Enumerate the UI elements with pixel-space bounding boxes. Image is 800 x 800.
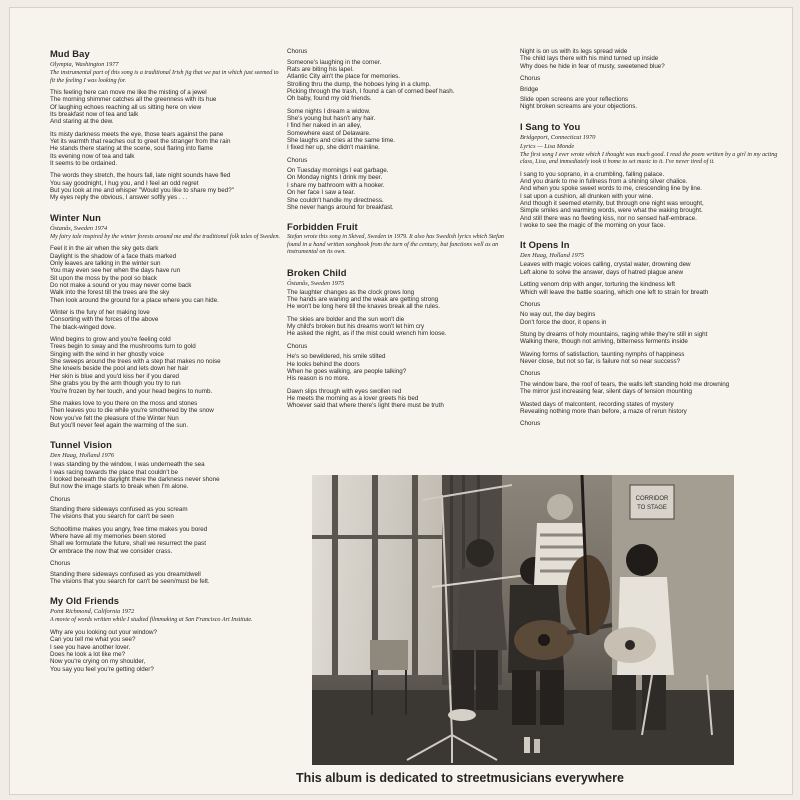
lyric-line: Walk into the forest till the trees are the sky bbox=[50, 289, 170, 297]
lyric-line: Then leaves you to die while you're smothered by the snow bbox=[50, 407, 214, 415]
lyric-line: I fixed her up, she didn't mainline. bbox=[287, 144, 380, 152]
section-label: Chorus bbox=[287, 342, 308, 350]
song-section bbox=[287, 48, 509, 211]
lyric-line: Only leaves are talking in the winter sun bbox=[50, 260, 161, 267]
verse bbox=[520, 48, 782, 70]
verse bbox=[287, 388, 509, 410]
verse bbox=[50, 131, 280, 168]
band-photo bbox=[312, 475, 734, 765]
lyric-line: Don't force the door, it opens in bbox=[520, 318, 607, 326]
verse bbox=[50, 571, 280, 586]
lyric-line: When he goes walking, are people talking? bbox=[287, 367, 407, 375]
lyric-line: Simple smiles and warming words, were what the waking brought. bbox=[520, 207, 703, 215]
lyric-line: I looked beneath the daylight there the darkness never shone bbox=[50, 475, 220, 483]
verse bbox=[50, 526, 280, 555]
lyric-line: Never close, but not so far, is failure not so near success? bbox=[520, 358, 681, 366]
lyric-line: He's so bewildered, his smile stilted bbox=[287, 353, 386, 361]
lyric-line: Strolling thru the dump, the hoboes lying in a clump. bbox=[287, 80, 431, 88]
lyric-line: Night is on us with its legs spread wide bbox=[520, 48, 628, 55]
lyric-line: Shall we formulate the future, shall we resurrect the past bbox=[50, 540, 206, 548]
lyric-line: Standing there sideways confused as you scream bbox=[50, 506, 188, 514]
lyric-line: He stands there staring at the scene, soul flaring into flame bbox=[50, 145, 213, 153]
song-section bbox=[520, 121, 782, 230]
lyric-line: Standing there sideways confused as you dream/dwell bbox=[50, 570, 201, 578]
lyric-line: And when you spoke sweet words to me, crescending line by line. bbox=[520, 185, 703, 193]
song-note: A movie of words written while I studied filmmaking at San Francisco Art Institute. bbox=[50, 617, 253, 624]
lyric-line: Letting venom drip with anger, torturing the kindness left bbox=[520, 281, 675, 289]
section-label: Chorus bbox=[50, 495, 71, 503]
lyric-line: I find her naked in an alley, bbox=[287, 122, 362, 130]
lyric-line: My child's broken but his dreams won't let him cry bbox=[287, 323, 425, 331]
lyric-line: You're frozen by her touch, and your head begins to numb. bbox=[50, 387, 213, 395]
lyric-line: Revealing nothing more than before, a maze of rerun history bbox=[520, 407, 687, 415]
lyric-line: Somewhere east of Delaware. bbox=[287, 129, 371, 137]
lyric-line: Dawn slips through with eyes swollen red bbox=[287, 387, 402, 395]
lyric-line: I sang to you soprano, in a crumbling, falling palace. bbox=[520, 170, 665, 178]
lyric-line: Winter is the fury of her making love bbox=[50, 309, 150, 317]
lyric-line: Does he look a lot like me? bbox=[50, 650, 126, 658]
lyric-line: The mirror just increasing fear, silent days of tension mounting bbox=[520, 388, 692, 396]
song-title: Mud Bay bbox=[50, 48, 90, 59]
verse bbox=[287, 353, 509, 382]
section-label: Chorus bbox=[287, 156, 308, 164]
verse bbox=[50, 400, 280, 429]
section-label: Chorus bbox=[520, 300, 541, 308]
lyric-line: Or embrace the now that we consider crass. bbox=[50, 547, 173, 555]
song-place-date: Olympia, Washington 1977 bbox=[50, 61, 119, 68]
lyric-line: She sweeps around the trees with a step that makes no noise bbox=[50, 358, 221, 366]
column-1 bbox=[50, 48, 280, 683]
lyric-line: He looks behind the doors bbox=[287, 360, 360, 368]
verse bbox=[520, 331, 782, 346]
lyric-line: The words they stretch, the hours fall, late night sounds have fled bbox=[50, 172, 231, 180]
lyric-line: Stung by dreams of holy mountains, raging while they're still in sight bbox=[520, 331, 708, 339]
lyric-line: I was racing towards the place that couldn't be bbox=[50, 468, 179, 476]
lyric-line: Now you've felt the pleasure of the Winter Nun bbox=[50, 414, 179, 422]
lyric-line: Yet its warmth that reaches out to greet the stranger from the rain bbox=[50, 138, 231, 146]
lyric-line: Waving forms of satisfaction, taunting nymphs of happiness bbox=[520, 350, 685, 358]
lyric-line: Wasted days of malcontent, recording states of mystery bbox=[520, 400, 674, 408]
lyric-line: The laughter changes as the clock grows long bbox=[287, 288, 415, 296]
lyric-line: She laughs and cries at the same time. bbox=[287, 136, 396, 144]
lyric-line: Consorting with the forces of the above bbox=[50, 316, 159, 324]
lyric-line: The morning shimmer catches all the greenness with its hue bbox=[50, 96, 217, 104]
lyric-line: Its evening now of tea and talk bbox=[50, 152, 135, 160]
lyric-line: Leaves with magic voices calling, crystal water, drowning dew bbox=[520, 261, 691, 269]
lyric-line: On Monday nights I drink my beer. bbox=[287, 174, 383, 182]
lyric-line: Where have all my memories been stored bbox=[50, 533, 166, 541]
lyric-line: I see you have another lover. bbox=[50, 643, 131, 651]
lyric-line: And though it seemed eternity, but through one night was wrought, bbox=[520, 200, 704, 208]
lyric-line: Some nights I dream a widow. bbox=[287, 107, 371, 115]
lyric-line: Which will leave the battle soaring, which one left to strain for breath bbox=[520, 288, 709, 296]
lyric-line: Can you tell me what you see? bbox=[50, 636, 136, 644]
lyric-line: This feeling here can move me like the misting of a jewel bbox=[50, 89, 207, 96]
song-section bbox=[520, 239, 782, 427]
song-title: Winter Nun bbox=[50, 211, 101, 223]
lyric-line: Of laughing echoes reaching all us sitting here on view bbox=[50, 103, 202, 111]
song-title: Tunnel Vision bbox=[50, 439, 112, 451]
lyric-line: Her skin is blue and you'd kiss her if you dared bbox=[50, 372, 180, 380]
lyric-line: And staring at the dew. bbox=[50, 118, 114, 126]
verse bbox=[50, 629, 280, 673]
lyric-line: Now you're crying on my shoulder, bbox=[50, 658, 146, 666]
verse bbox=[520, 96, 782, 111]
lyric-line: The hands are waning and the weak are getting strong bbox=[287, 296, 439, 304]
section-label: Chorus bbox=[50, 560, 71, 568]
verse bbox=[50, 89, 280, 126]
lyric-line: Why are you looking out your window? bbox=[50, 628, 158, 636]
lyric-line: Then look around the ground for a place where you can hide. bbox=[50, 296, 219, 304]
verse bbox=[287, 316, 509, 338]
lyric-line: Singing with the wind in her ghostly voice bbox=[50, 350, 164, 358]
lyric-line: Wind begins to grow and you're feeling cold bbox=[50, 336, 171, 344]
lyric-line: Night broken screams are your objections. bbox=[520, 103, 638, 111]
lyric-line: And still there was no fleeting kiss, nor no sensed half-embrace. bbox=[520, 214, 697, 222]
lyric-line: Atlantic City ain't the place for memories. bbox=[287, 73, 401, 81]
lyric-line: The window bare, the roof of tears, the walls left standing hold me drowning bbox=[520, 380, 730, 388]
song-place-date: Östanås, Sweden 1974 bbox=[50, 224, 108, 232]
sign-text-2: TO STAGE bbox=[637, 505, 667, 511]
dedication-text: This album is dedicated to streetmusicians everywhere bbox=[296, 771, 624, 785]
lyric-line: Sit upon the moss by the pool so black bbox=[50, 274, 158, 282]
song-note: The first song I ever wrote which I thought was much good. I read the poem written by a girl in my acting class, Lisa, and immediately took it home to set music to it. I've never tired of it. bbox=[520, 151, 778, 166]
lyric-line: No way out, the day begins bbox=[520, 311, 596, 319]
lyric-line: Trees begin to sway and the mushrooms turn to gold bbox=[50, 343, 196, 351]
lyric-line: She's young but hasn't any hair. bbox=[287, 114, 376, 122]
lyric-line: She never hangs around for breakfast. bbox=[287, 203, 394, 211]
verse bbox=[50, 245, 280, 304]
column-2 bbox=[287, 48, 509, 420]
lyric-line: On Tuesday mornings I eat garbage. bbox=[287, 167, 389, 175]
song-section bbox=[520, 48, 782, 111]
lyric-line: It seems to be ordained. bbox=[50, 160, 118, 168]
section-label: Chorus bbox=[287, 48, 308, 55]
lyric-line: Oh baby, found my old friends. bbox=[287, 95, 372, 103]
song-title: I Sang to You bbox=[520, 120, 581, 132]
lyric-line: Its misty darkness meets the eye, those tears against the pane bbox=[50, 130, 224, 138]
verse bbox=[50, 336, 280, 395]
lyric-line: She grabs you by the arm though you try to run bbox=[50, 380, 181, 388]
song-title: It Opens In bbox=[520, 239, 570, 251]
lyric-line: Its breakfast now of tea and talk bbox=[50, 111, 139, 119]
lyric-line: Whoever said that where there's light there must be truth bbox=[287, 402, 444, 410]
lyric-line: Feel it in the air when the sky gets dark bbox=[50, 245, 159, 253]
lyric-line: You say you feel you're getting older? bbox=[50, 665, 154, 673]
lyrics-sheet bbox=[10, 8, 792, 794]
section-label: Chorus bbox=[520, 420, 541, 428]
lyric-line: The visions that you search for can't be seen bbox=[50, 513, 174, 521]
song-title: Broken Child bbox=[287, 266, 347, 278]
lyric-line: I sat upon a cushion, all drunken with your wine. bbox=[520, 192, 654, 200]
lyric-line: My eyes reply the obvious, I answer softly yes . . . bbox=[50, 194, 188, 202]
lyric-line: He won't be long here till the knaves break all the rules. bbox=[287, 303, 441, 311]
verse bbox=[287, 289, 509, 311]
lyric-line: I woke to see the magic of the morning on your face. bbox=[520, 222, 666, 230]
lyric-line: On her face I saw a tear. bbox=[287, 189, 356, 197]
lyric-line: Picking through the trash, I found a can of corned beef hash. bbox=[287, 87, 455, 95]
lyric-line: Slide open screens are your reflections bbox=[520, 96, 629, 104]
verse bbox=[520, 311, 782, 326]
song-section bbox=[50, 212, 280, 429]
song-title: Forbidden Fruit bbox=[287, 221, 358, 233]
song-section bbox=[50, 595, 280, 673]
lyric-line: Schooltime makes you angry, free time makes you bored bbox=[50, 525, 208, 533]
lyric-line: Walking there, though not arriving, bitterness ferments inside bbox=[520, 338, 688, 346]
verse bbox=[287, 167, 509, 211]
song-section bbox=[50, 439, 280, 585]
lyric-line: Do not make a sound or you may never come back bbox=[50, 282, 192, 290]
lyric-line: She makes love to you there on the moss and stones bbox=[50, 399, 198, 407]
lyric-line: His reason is no more. bbox=[287, 375, 350, 383]
verse bbox=[520, 281, 782, 296]
lyric-line: Left alone to solve the answer, days of hatred plague anew bbox=[520, 268, 683, 276]
lyric-line: He meets the morning as a lover greets his bed bbox=[287, 394, 419, 402]
verse bbox=[520, 351, 782, 366]
song-place-date: Östanås, Sweden 1975 bbox=[287, 279, 345, 287]
song-note: My fairy tale inspired by the winter forests around me and the traditional folk tales of Sweden. bbox=[50, 233, 281, 240]
song-place-date: Den Haag, Holland 1976 bbox=[50, 452, 115, 460]
verse bbox=[520, 381, 782, 396]
song-lyricist: Lyrics — Lisa Monde bbox=[520, 142, 575, 150]
lyric-line: But you'll never feel again the warming of the sun. bbox=[50, 421, 189, 429]
lyric-line: You may even see her when the days have run bbox=[50, 267, 181, 275]
lyric-line: The child lays there with his mind turned up inside bbox=[520, 55, 659, 63]
section-label: Chorus bbox=[520, 75, 541, 83]
song-note: The instrumental part of this song is a traditional Irish jig that we put in which just seemed to fit the feeling I was looking for. bbox=[50, 70, 279, 84]
song-place-date: Point Richmond, California 1972 bbox=[50, 608, 135, 616]
verse bbox=[50, 506, 280, 521]
lyric-line: The visions that you search for can't be seen/must be felt. bbox=[50, 578, 210, 585]
song-title: My Old Friends bbox=[50, 595, 120, 607]
section-label: Chorus bbox=[520, 370, 541, 378]
lyric-line: The skies are bolder and the sun won't die bbox=[287, 315, 405, 323]
lyric-line: I was standing by the window, I was underneath the sea bbox=[50, 461, 205, 469]
song-section bbox=[287, 221, 509, 257]
verse bbox=[50, 309, 280, 331]
lyric-line: The black-winged dove. bbox=[50, 323, 117, 331]
sign-text-1: CORRIDOR bbox=[635, 496, 669, 502]
verse bbox=[50, 172, 280, 201]
song-section bbox=[287, 267, 509, 410]
column-3 bbox=[520, 48, 782, 438]
lyric-line: But now the image starts to break when I'm alone. bbox=[50, 483, 189, 491]
song-note: Stefan wrote this song in Skived, Sweden in 1979. It also has Swedish lyrics which Stefan found in a hand written songbook from the turn of the century, but functions well as an instrumental on its own. bbox=[287, 234, 504, 256]
song-place-date: Bridgeport, Connecticut 1970 bbox=[520, 133, 596, 141]
lyric-line: Why does he hide in fear of musty, sweetened blue? bbox=[520, 62, 665, 70]
verse bbox=[50, 461, 280, 490]
song-place-date: Den Haag, Holland 1975 bbox=[520, 252, 585, 260]
section-label: Bridge bbox=[520, 85, 539, 93]
lyric-line: She couldn't handle my directness. bbox=[287, 196, 384, 204]
lyric-line: Rats are biting his lapel. bbox=[287, 65, 354, 73]
lyric-line: Daylight is the shadow of a face thats marked bbox=[50, 252, 177, 260]
verse bbox=[287, 59, 509, 103]
lyric-line: But you look at me and whisper "Would you like to share my bed?" bbox=[50, 187, 234, 195]
verse bbox=[520, 171, 782, 230]
lyric-line: She kneels beside the pool and lets down her hair bbox=[50, 365, 189, 373]
lyric-line: I share my bathroom with a hooker. bbox=[287, 181, 385, 189]
verse bbox=[287, 108, 509, 152]
lyric-line: Someone's laughing in the corner. bbox=[287, 58, 382, 66]
lyric-line: He asked the night, as if the mist could wrench him loose. bbox=[287, 330, 447, 338]
lyric-line: And you drank to me in fullness from a shining silver chalice. bbox=[520, 178, 688, 186]
verse bbox=[520, 261, 782, 276]
song-section bbox=[50, 48, 280, 202]
verse bbox=[520, 401, 782, 416]
lyric-line: You say goodnight, I hug you, and I feel an odd regret bbox=[50, 179, 199, 187]
